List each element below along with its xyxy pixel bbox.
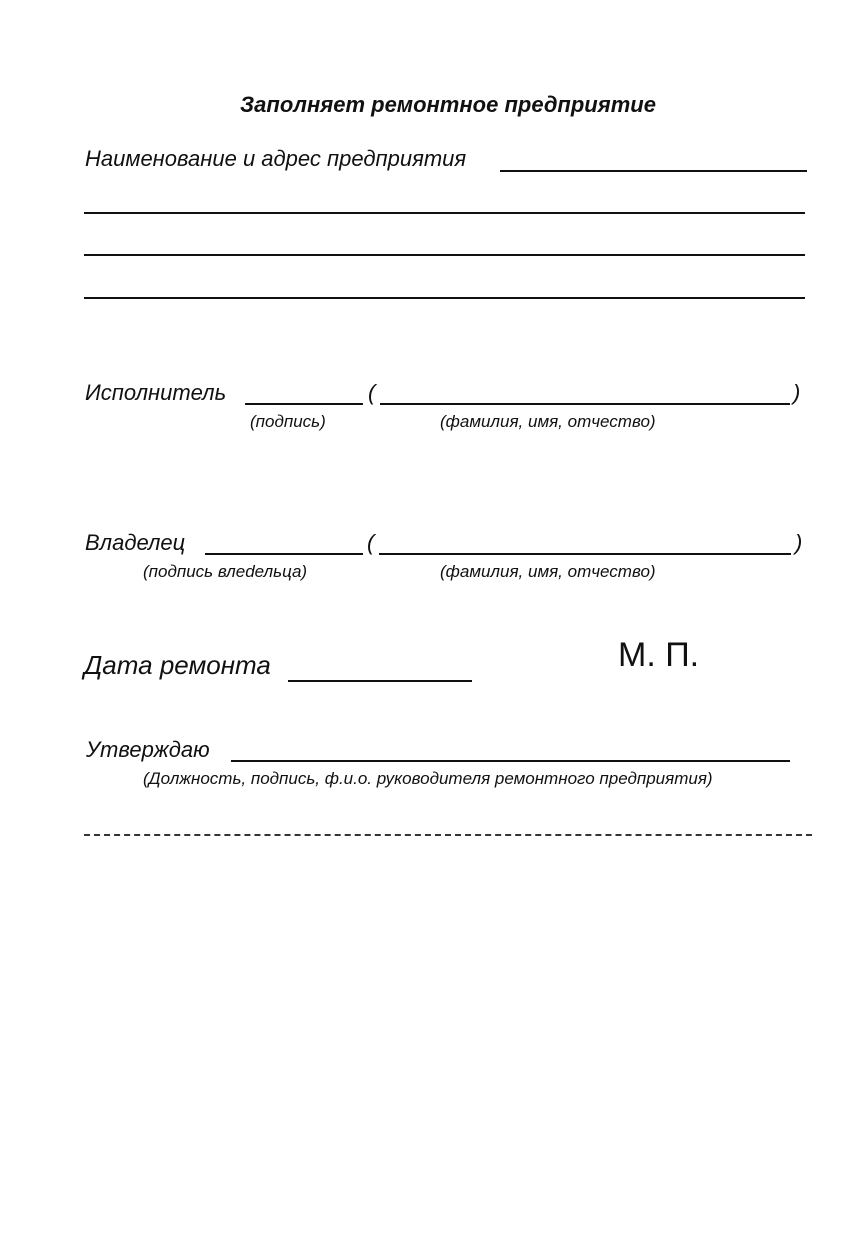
owner-label: Владелец xyxy=(85,530,186,555)
approval-field[interactable] xyxy=(231,760,790,762)
executor-close-paren: ) xyxy=(793,380,801,405)
enterprise-field[interactable] xyxy=(500,170,807,172)
enterprise-address-line-2[interactable] xyxy=(84,254,805,256)
executor-signature-field[interactable] xyxy=(245,403,363,405)
executor-label: Исполнитель xyxy=(85,380,227,405)
executor-name-caption: (фамилия, имя, отчество) xyxy=(440,412,656,431)
enterprise-address-line-1[interactable] xyxy=(84,212,805,214)
owner-close-paren: ) xyxy=(795,530,803,555)
approval-label: Утверждаю xyxy=(86,737,210,762)
stamp-placeholder: М. П. xyxy=(618,636,700,674)
enterprise-address-line-3[interactable] xyxy=(84,297,805,299)
owner-signature-caption: (подпись влedельца) xyxy=(143,562,308,581)
executor-name-field[interactable] xyxy=(380,403,790,405)
owner-signature-field[interactable] xyxy=(205,553,363,555)
approval-caption: (Должность, подпись, ф.и.о. руководителя ремонтного предприятия) xyxy=(143,769,713,788)
repair-date-label: Дата ремонта xyxy=(84,650,271,680)
enterprise-label: Наименование и адрес предприятия xyxy=(85,146,467,171)
owner-name-caption: (фамилия, имя, отчество) xyxy=(440,562,656,581)
repair-date-field[interactable] xyxy=(288,680,472,682)
owner-open-paren: ( xyxy=(367,530,375,555)
cut-line-divider xyxy=(84,834,812,836)
owner-name-field[interactable] xyxy=(379,553,791,555)
executor-open-paren: ( xyxy=(368,380,376,405)
executor-signature-caption: (подпись) xyxy=(250,412,326,431)
form-title: Заполняет ремонтное предприятие xyxy=(240,92,656,117)
